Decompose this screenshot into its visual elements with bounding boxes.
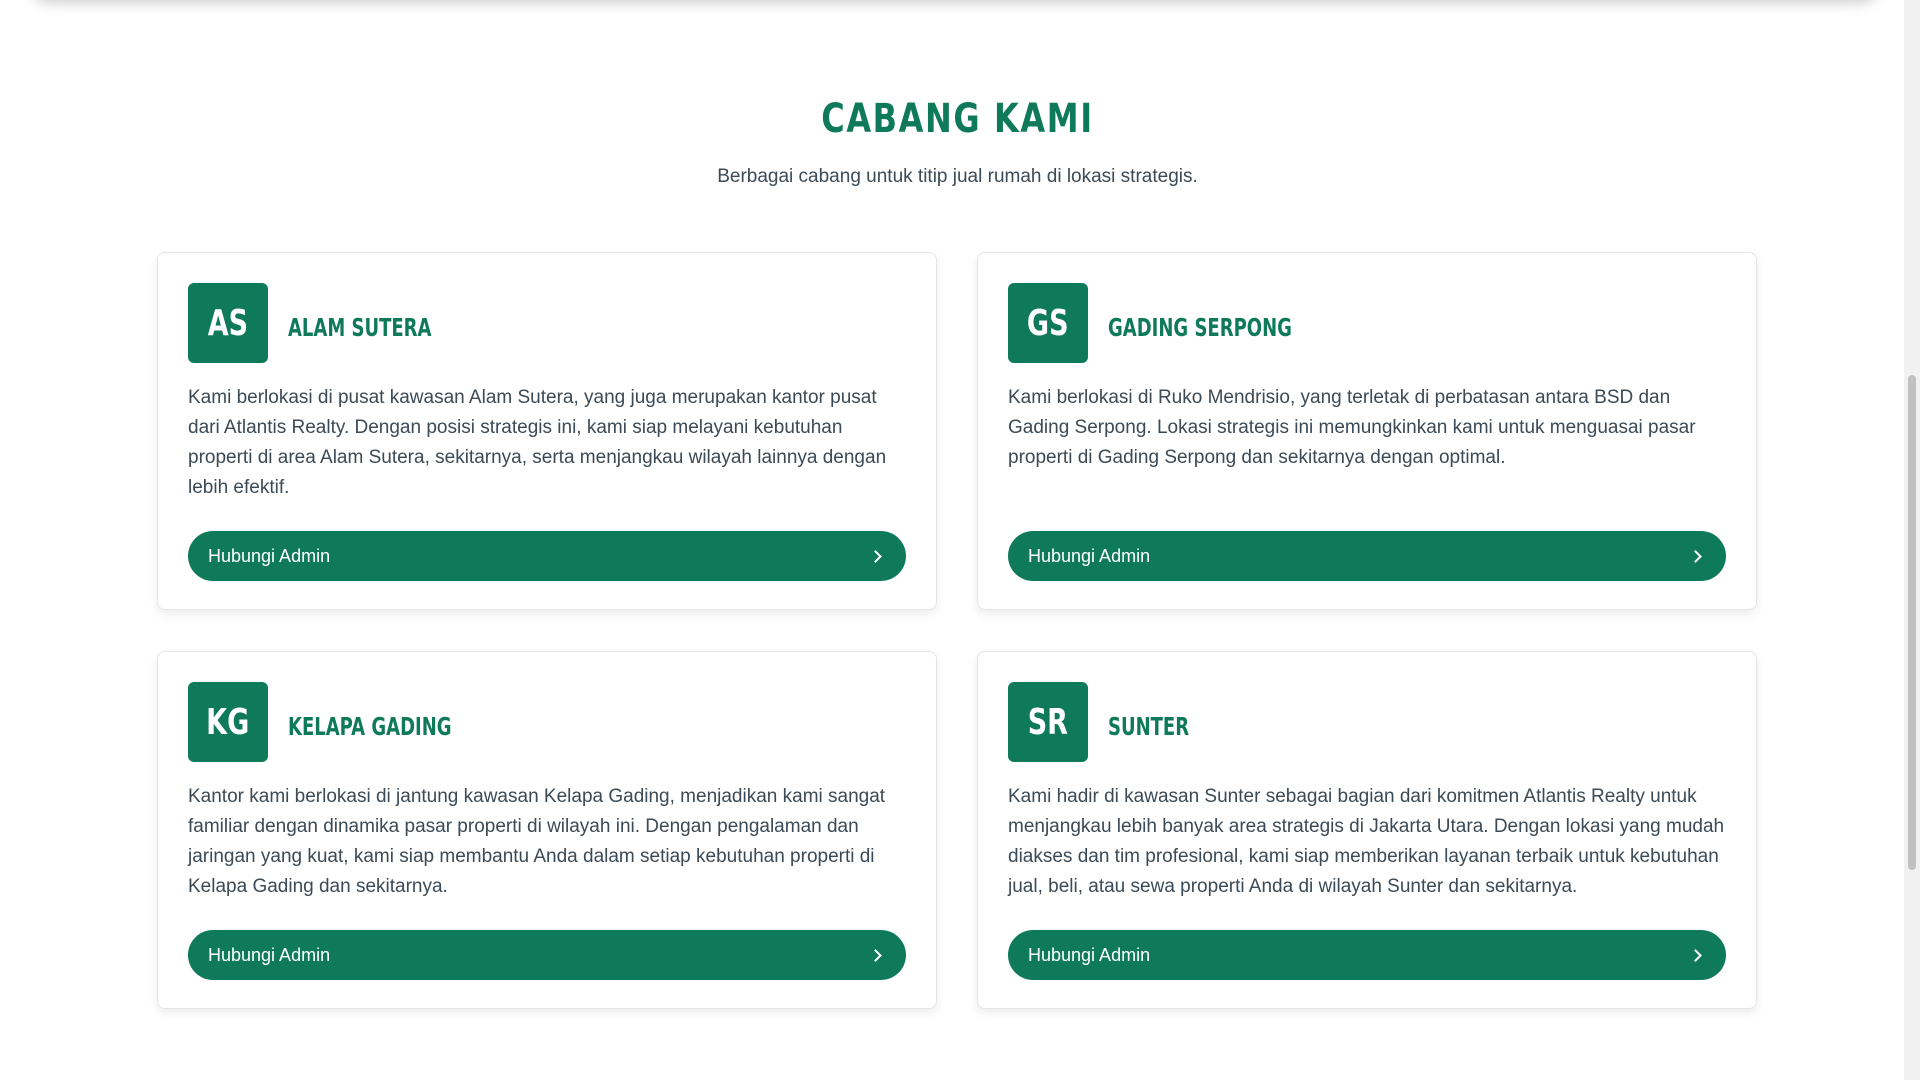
branch-name: ALAM SUTERA xyxy=(288,313,432,342)
chevron-right-icon xyxy=(869,949,882,962)
chevron-right-icon xyxy=(1689,949,1702,962)
branch-description: Kami berlokasi di Ruko Mendrisio, yang terletak di perbatasan antara BSD dan Gading Serpong. Lokasi strategis ini memungkinkan kami untuk menguasai pasar properti di Gading Serpong dan sekitarnya dengan optimal. xyxy=(1008,387,1696,468)
branch-card-kelapa-gading xyxy=(157,651,937,1009)
contact-admin-button[interactable] xyxy=(188,531,906,581)
contact-admin-button[interactable] xyxy=(1008,930,1726,980)
branch-name: SUNTER xyxy=(1108,712,1190,741)
chevron-right-icon xyxy=(869,550,882,563)
branch-card-sunter xyxy=(977,651,1757,1009)
contact-admin-button[interactable] xyxy=(188,930,906,980)
section-title: CABANG KAMI xyxy=(821,96,1094,142)
branch-badge: GS xyxy=(1008,283,1088,363)
chevron-right-icon xyxy=(1689,550,1702,563)
section-subtitle: Berbagai cabang untuk titip jual rumah di lokasi strategis. xyxy=(717,166,1198,187)
contact-admin-label: Hubungi Admin xyxy=(1028,944,1151,965)
contact-admin-button[interactable] xyxy=(1008,531,1726,581)
branch-badge: KG xyxy=(188,682,268,762)
branch-name: KELAPA GADING xyxy=(288,712,452,741)
branch-description: Kami berlokasi di pusat kawasan Alam Sutera, yang juga merupakan kantor pusat dari Atlantis Realty. Dengan posisi strategis ini, kami siap melayani kebutuhan properti di area Alam Sutera, sekitarnya, serta menjangkau wilayah lainnya dengan lebih efektif. xyxy=(188,387,887,498)
branch-card-gading-serpong xyxy=(977,252,1757,610)
contact-admin-label: Hubungi Admin xyxy=(208,545,331,566)
contact-admin-label: Hubungi Admin xyxy=(208,944,331,965)
branch-name: GADING SERPONG xyxy=(1108,313,1292,342)
branch-description: Kami hadir di kawasan Sunter sebagai bagian dari komitmen Atlantis Realty untuk menjangkau lebih banyak area strategis di Jakarta Utara. Dengan lokasi yang mudah diakses dan tim profesional, kami siap memberikan layanan terbaik untuk kebutuhan jual, beli, atau sewa properti Anda di wilayah Sunter dan sekitarnya. xyxy=(1008,786,1725,897)
branch-badge: SR xyxy=(1008,682,1088,762)
branch-badge: AS xyxy=(188,283,268,363)
branch-card-alam-sutera xyxy=(157,252,937,610)
scrollbar-thumb[interactable] xyxy=(1908,375,1916,870)
contact-admin-label: Hubungi Admin xyxy=(1028,545,1151,566)
branch-description: Kantor kami berlokasi di jantung kawasan Kelapa Gading, menjadikan kami sangat familiar dengan dinamika pasar properti di wilayah ini. Dengan pengalaman dan jaringan yang kuat, kami siap membantu Anda dalam setiap kebutuhan properti di Kelapa Gading dan sekitarnya. xyxy=(188,786,886,897)
page-scrollbar[interactable] xyxy=(1904,0,1920,1080)
